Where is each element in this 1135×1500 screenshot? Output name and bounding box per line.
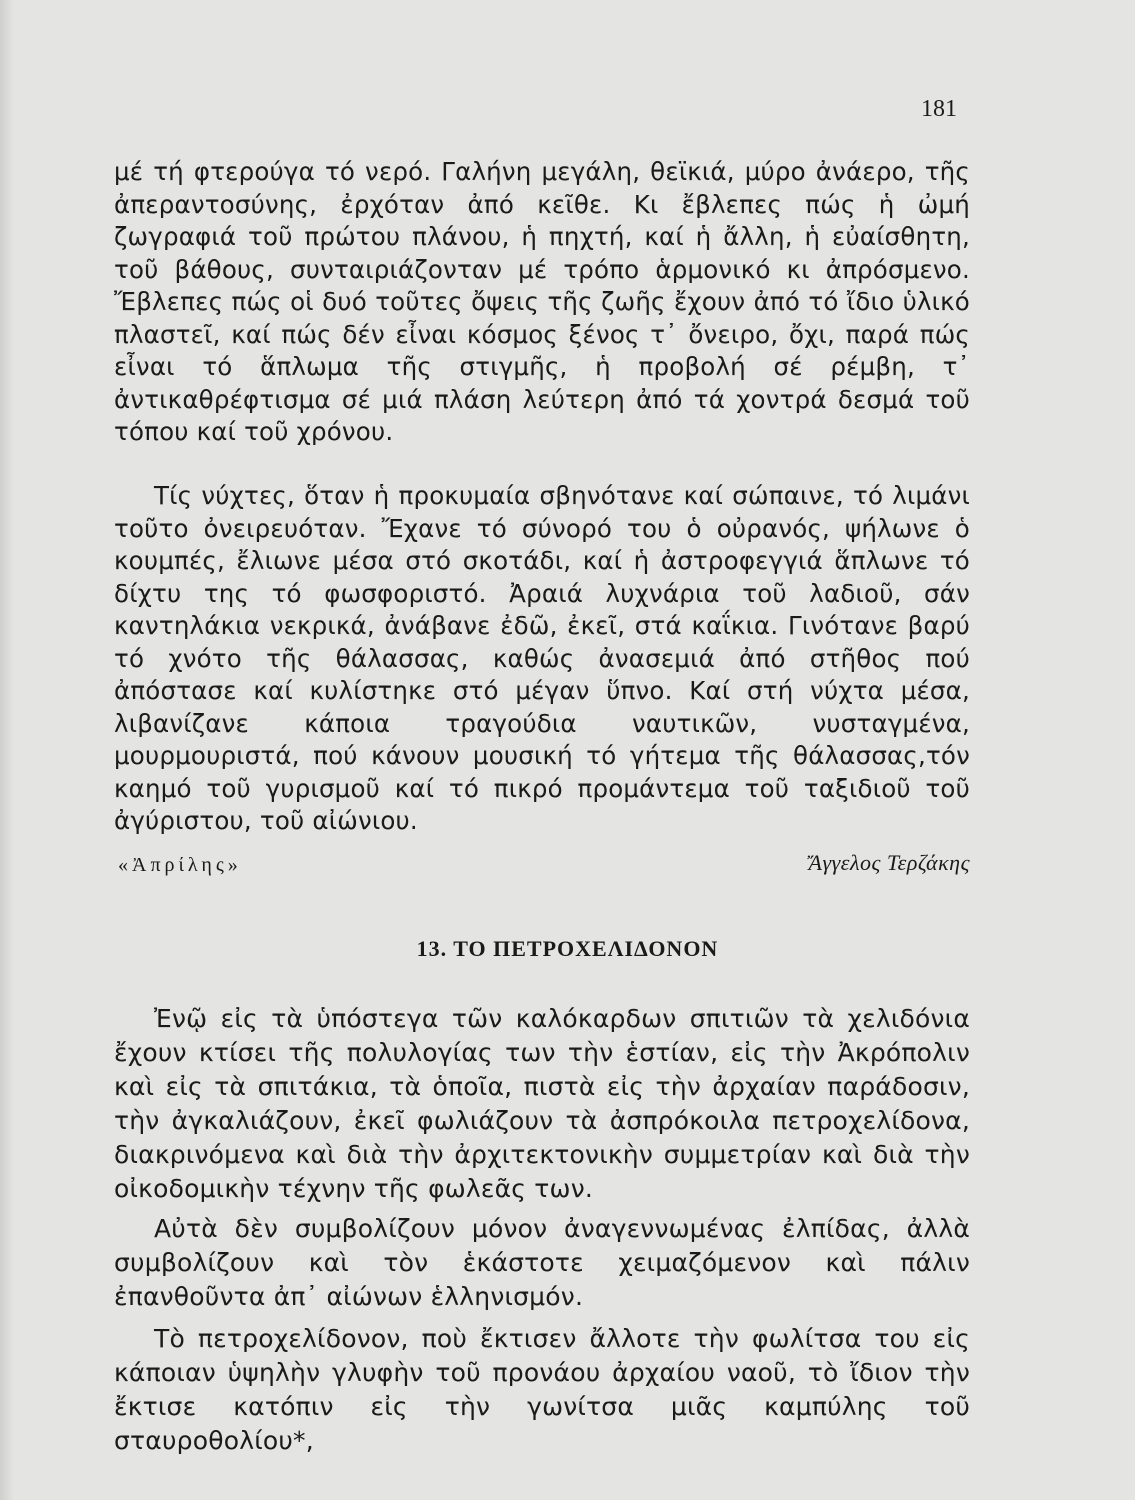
- paragraph-2: Τίς νύχτες, ὅταν ἡ προκυμαία σβηνότανε καί σώπαινε, τό λιμάνι τοῦτο ὀνειρευόταν. Ἔχανε τό σύνορό του ὁ οὐρανός, ψήλωνε ὁ κουμπές, ἔλιωνε μέσα στό σκοτάδι, καί ἡ ἀστροφεγγιά ἅπλωνε τό δίχτυ της τό φωσφοριστό. Ἀραιά λυχνάρια τοῦ λαδιοῦ, σάν καντηλάκια νεκρικά, ἀνάβανε ἐδῶ, ἐκεῖ, στά καΐκια. Γινότανε βαρύ τό χνότο τῆς θάλασσας, καθώς ἀνασεμιά ἀπό στῆθος πού ἀπόστασε καί κυλίστηκε στό μέγαν ὕπνο. Καί στή νύχτα μέσα, λιβανίζανε κάποια τραγούδια ναυτικῶν, νυσταγμένα, μουρμουριστά, πού κάνουν μουσική τό γήτεμα τῆς θάλασσας,τόν καημό τοῦ γυρισμοῦ καί τό πικρό προμάντεμα τοῦ ταξιδιοῦ τοῦ ἀγύριστου, τοῦ αἰώνιου.: [114, 481, 970, 835]
- text-block-4: [114, 1212, 970, 1314]
- text-block-3: [114, 1002, 970, 1206]
- text-block-5: [114, 1322, 970, 1458]
- source-title: «Ἀπρίλης»: [118, 854, 242, 876]
- paragraph-1: μέ τή φτερούγα τό νερό. Γαλήνη μεγάλη, θεϊκιά, μύρο ἀνάερο, τῆς ἀπεραντοσύνης, ἐρχόταν ἀπό κεῖθε. Κι ἔβλεπες πώς ἡ ὠμή ζωγραφιά τοῦ πρώτου πλάνου, ἡ πηχτή, καί ἡ ἄλλη, ἡ εὐαίσθητη, τοῦ βάθους, συνταιριάζονταν μέ τρόπο ἁρμονικό κι ἀπρόσμενο. Ἔβλεπες πώς οἱ δυό τοῦτες ὄψεις τῆς ζωῆς ἔχουν ἀπό τό ἴδιο ὑλικό πλαστεῖ, καί πώς δέν εἶναι κόσμος ξένος τ᾽ ὄνειρο, ὄχι, παρά πώς εἶναι τό ἅπλωμα τῆς στιγμῆς, ἡ προβολή σέ ρέμβη, τ᾽ ἀντικαθρέφτισμα σέ μιά πλάση λεύτερη ἀπό τά χοντρά δεσμά τοῦ τόπου καί τοῦ χρόνου.: [114, 157, 970, 446]
- text-block-1: [114, 156, 970, 449]
- attribution: [118, 850, 970, 880]
- text-block-2: [114, 480, 970, 838]
- paragraph-5: Τὸ πετροχελίδονον, ποὺ ἔκτισεν ἄλλοτε τὴν φωλίτσα του εἰς κάποιαν ὑψηλὴν γλυφὴν τοῦ προνάου ἀρχαίου ναοῦ, τὸ ἴδιον τὴν ἔκτισε κατόπιν εἰς τὴν γωνίτσα μιᾶς καμπύλης τοῦ σταυροθολίου*,: [114, 1324, 970, 1455]
- chapter-title: 13. ΤΟ ΠΕΤΡΟΧΕΛΙΔΟΝΟΝ: [416, 936, 719, 961]
- author-name: Ἄγγελος Τερζάκης: [808, 850, 970, 875]
- paragraph-3: Ἐνῷ εἰς τὰ ὑπόστεγα τῶν καλόκαρδων σπιτιῶν τὰ χελιδόνια ἔχουν κτίσει τῆς πολυλογίας των τὴν ἑστίαν, εἰς τὴν Ἀκρόπολιν καὶ εἰς τὰ σπιτάκια, τὰ ὁποῖα, πιστὰ εἰς τὴν ἀρχαίαν παράδοσιν, τὴν ἀγκαλιάζουν, ἐκεῖ φωλιάζουν τὰ ἀσπρόκοιλα πετροχελίδονα, διακρινόμενα καὶ διὰ τὴν ἀρχιτεκτονικὴν συμμετρίαν καὶ διὰ τὴν οἰκοδομικὴν τέχνην τῆς φωλεᾶς των.: [114, 1004, 970, 1203]
- page-number: 181: [921, 96, 957, 122]
- paragraph-4: Αὐτὰ δὲν συμβολίζουν μόνον ἀναγεννωμένας ἐλπίδας, ἀλλὰ συμβολίζουν καὶ τὸν ἑκάστοτε χειμαζόμενον καὶ πάλιν ἐπανθοῦντα ἀπ᾽ αἰώνων ἑλληνισμόν.: [114, 1214, 970, 1311]
- page-edge-shadow: [0, 0, 14, 1500]
